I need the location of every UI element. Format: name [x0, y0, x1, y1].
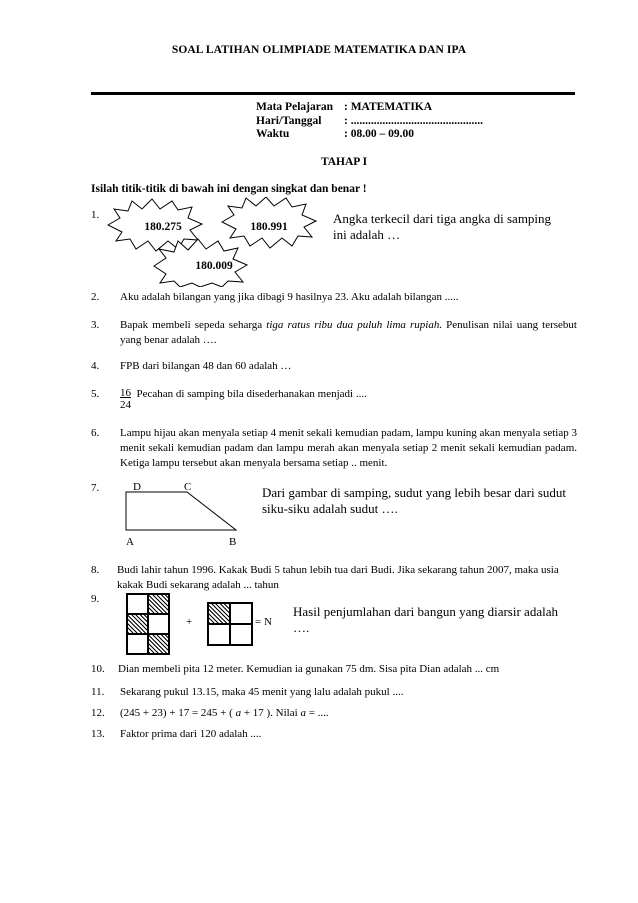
grid-cell	[230, 603, 252, 624]
grid-cell	[230, 624, 252, 645]
q9-text: Hasil penjumlahan dari bangun yang diarsir adalah ….	[293, 604, 558, 635]
grid-figure-b	[207, 602, 253, 646]
meta-value: : MATEMATIKA	[344, 101, 433, 113]
question-number: 10.	[91, 663, 105, 675]
meta-label: Mata Pelajaran	[256, 101, 333, 113]
exam-meta	[256, 101, 483, 142]
star-label: 180.991	[250, 221, 288, 233]
q1-text: Angka terkecil dari tiga angka di samping ini adalah …	[333, 211, 552, 242]
fraction-numerator: 16	[120, 387, 131, 399]
question-number: 11.	[91, 686, 105, 698]
question-3	[91, 318, 577, 348]
text-part: Penulisan nilai uang tersebut yang benar adalah ….	[120, 319, 577, 346]
page-title: SOAL LATIHAN OLIMPIADE MATEMATIKA DAN IPA	[171, 44, 467, 56]
q1-number: 1.	[91, 209, 100, 221]
trapezoid-shape	[126, 492, 236, 530]
variable-a: a	[300, 707, 306, 719]
variable-a: a	[235, 707, 242, 719]
question-text: Aku adalah bilangan yang jika dibagi 9 hasilnya 23. Aku adalah bilangan .....	[120, 291, 459, 303]
meta-value: : ..............................................	[344, 114, 483, 127]
question-text: Faktor prima dari 120 adalah ....	[120, 728, 262, 740]
plus-sign: +	[186, 616, 193, 628]
question-13	[91, 727, 577, 742]
vertex-label-a: A	[126, 536, 134, 548]
grid-cell	[127, 594, 148, 614]
question-text: FPB dari bilangan 48 dan 60 adalah …	[120, 360, 292, 372]
question-12	[91, 706, 577, 721]
meta-row-subject	[256, 101, 483, 115]
grid-cell-shaded	[148, 594, 169, 614]
question-number: 13.	[91, 728, 105, 740]
grid-cell-shaded	[148, 634, 169, 654]
text-part: Bapak membeli sepeda seharga	[120, 319, 267, 331]
q9-number: 9.	[91, 593, 100, 605]
question-number: 2.	[91, 291, 100, 303]
question-number: 12.	[91, 707, 105, 719]
section-heading: TAHAP I	[320, 156, 368, 168]
question-8	[91, 563, 577, 593]
grid-figure-a	[126, 593, 170, 655]
grid-cell-shaded	[127, 614, 148, 634]
meta-value: : 08.00 – 09.00	[344, 128, 414, 140]
grid-cell	[127, 634, 148, 654]
question-text: Sekarang pukul 13.15, maka 45 menit yang lalu adalah pukul ....	[120, 686, 404, 698]
meta-row-time	[256, 128, 483, 142]
vertex-label-d: D	[133, 481, 141, 493]
question-number: 8.	[91, 564, 100, 576]
fraction-denominator: 24	[120, 399, 131, 411]
equals-n: = N	[255, 616, 272, 628]
question-text: Lampu hijau akan menyala setiap 4 menit sekali kemudian padam, lampu kuning akan menyala setiap 3 menit sekali kemudian padam dan lampu merah akan menyala setiap 2 menit sekali kemudian padam. Ketiga lampu tersebut akan menyala bersama setiap .. menit.	[120, 427, 577, 469]
grid-cell	[148, 614, 169, 634]
question-11	[91, 685, 577, 700]
fraction	[120, 387, 131, 411]
question-number: 6.	[91, 427, 100, 439]
instruction: Isilah titik-titik di bawah ini dengan singkat dan benar !	[91, 183, 367, 195]
question-4	[91, 359, 577, 374]
q1-star-figure	[106, 197, 346, 287]
question-text	[120, 706, 577, 721]
q7-text: Dari gambar di samping, sudut yang lebih besar dari sudut siku-siku adalah sudut ….	[262, 485, 566, 516]
question-2	[91, 290, 577, 305]
text-part: = ....	[305, 707, 329, 719]
question-5	[91, 387, 577, 411]
q7-number: 7.	[91, 482, 100, 494]
question-10	[91, 662, 577, 677]
text-part: + 17 ). Nilai	[241, 707, 301, 719]
star-label: 180.275	[144, 221, 182, 233]
question-text: Budi lahir tahun 1996. Kakak Budi 5 tahun lebih tua dari Budi. Jika sekarang tahun 2007, maka usia kakak Budi sekarang adalah ... tahun	[117, 564, 559, 591]
question-text-part: Pecahan di samping bila disederhanakan menjadi ....	[136, 388, 367, 400]
meta-row-date	[256, 115, 483, 129]
vertex-label-b: B	[229, 536, 237, 548]
question-number: 3.	[91, 319, 100, 331]
text-part: (245 + 23) + 17 = 245 + (	[120, 707, 236, 719]
question-text	[120, 318, 577, 348]
question-text	[120, 387, 577, 411]
grid-cell	[208, 624, 230, 645]
vertex-label-c: C	[184, 481, 192, 493]
question-number: 5.	[91, 388, 100, 400]
meta-label: Waktu	[256, 128, 290, 140]
header-divider	[91, 92, 575, 95]
question-number: 4.	[91, 360, 100, 372]
italic-text: tiga ratus ribu dua puluh lima rupiah.	[266, 319, 443, 331]
star-label: 180.009	[195, 260, 233, 272]
trapezoid-figure	[118, 478, 248, 550]
question-text: Dian membeli pita 12 meter. Kemudian ia gunakan 75 dm. Sisa pita Dian adalah ... cm	[118, 663, 500, 675]
grid-cell-shaded	[208, 603, 230, 624]
meta-label: Hari/Tanggal	[256, 114, 322, 127]
question-6	[91, 426, 577, 471]
